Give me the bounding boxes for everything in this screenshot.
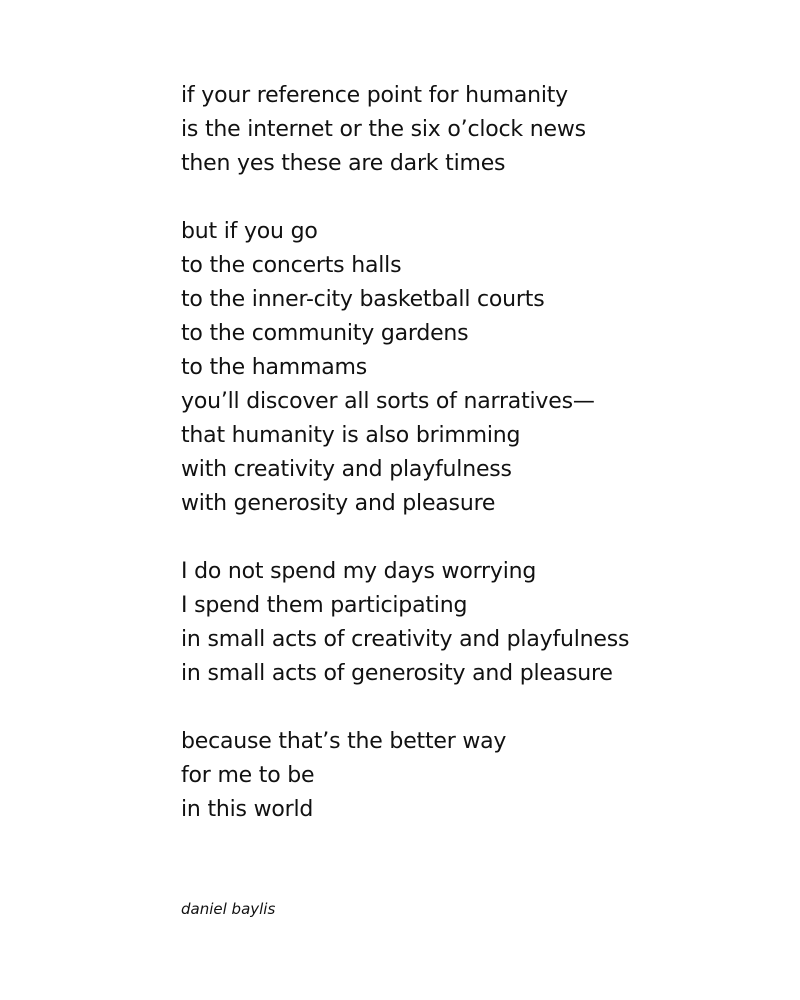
poem-line: if your reference point for humanity bbox=[181, 83, 568, 108]
poem-line: to the community gardens bbox=[181, 321, 469, 346]
stanza-1 bbox=[181, 79, 741, 181]
poem-line: with creativity and playfulness bbox=[181, 457, 512, 482]
poem-line: then yes these are dark times bbox=[181, 151, 506, 176]
poem-line: to the inner-city basketball courts bbox=[181, 287, 545, 312]
poem-line: you’ll discover all sorts of narratives— bbox=[181, 389, 595, 414]
stanza-4 bbox=[181, 725, 741, 827]
poem-line: because that’s the better way bbox=[181, 729, 507, 754]
poem-line: is the internet or the six o’clock news bbox=[181, 117, 586, 142]
poem-line: in small acts of generosity and pleasure bbox=[181, 661, 613, 686]
poem-line: I do not spend my days worrying bbox=[181, 559, 537, 584]
author-signature: daniel baylis bbox=[181, 900, 276, 918]
poem-line: I spend them participating bbox=[181, 593, 468, 618]
poem-line: with generosity and pleasure bbox=[181, 491, 496, 516]
poem bbox=[181, 79, 741, 861]
stanza-2 bbox=[181, 215, 741, 521]
poem-line: in this world bbox=[181, 797, 314, 822]
poem-line: that humanity is also brimming bbox=[181, 423, 521, 448]
stanza-3 bbox=[181, 555, 741, 691]
poem-line: for me to be bbox=[181, 763, 315, 788]
poem-line: to the concerts halls bbox=[181, 253, 402, 278]
poem-line: to the hammams bbox=[181, 355, 368, 380]
poem-line: in small acts of creativity and playfulness bbox=[181, 627, 630, 652]
poem-line: but if you go bbox=[181, 219, 318, 244]
